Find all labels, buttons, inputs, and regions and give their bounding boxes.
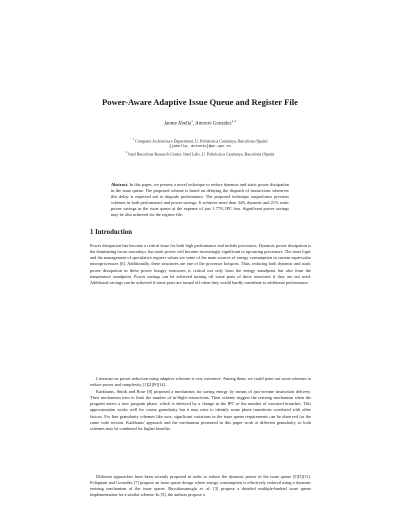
author-name: Jaume Abella — [164, 121, 192, 127]
author-line: Jaume Abella$^1$, Antonio González$^{1,2}$ — [164, 119, 236, 127]
section-heading: 1 Introduction — [90, 229, 132, 236]
body-paragraph: Different approaches have been recently proposed in order to reduce the dynamic power of the issue queue [5][5][11]. Folegnani and González [7] propose an issue queue design where energy consumption is effectively reduced using a dynamic resizing mechanism of the issue queue. Buyuktosunoglu et. al. [3] propose a detailed multiple-banked issue queue implementation for a similar scheme. In [5], the authors propose a — [90, 474, 311, 498]
paper-title: Power-Aware Adaptive Issue Queue and Register File — [102, 97, 298, 107]
affiliation-superscript: 1 — [132, 137, 134, 141]
author-superscript: 1 — [191, 119, 193, 123]
email-text: {jabella, antonio}@ac.upc.es — [169, 144, 231, 149]
author-superscript: 1,2 — [231, 119, 236, 123]
affiliation-text: Computer Architecture Department, U. Politècnica Catalunya, Barcelona (Spain) — [134, 138, 268, 144]
abstract-label: Abstract. — [111, 182, 129, 187]
body-paragraph: Power dissipation has become a critical issue for both high performance and mobile processors. Dynamic power dissipation is the dominating factor nowadays, but static power will become increasingly significant in upcoming processors. The issue logic and the management of speculative register values are some of the main sources of energy consumption in current superscalar microprocessors [6]. Additionally, these structures are one of the processor hotspots. Thus, reducing both dynamic and static power dissipation in these power hungry structures is critical not only from the energy standpoint but also from the temperature standpoint. Power savings can be achieved turning off some parts of these structures if they are not used. Additional savings can be achieved if some ports are turned off when they would hardly contribute to additional performance. — [90, 243, 311, 285]
body-paragraph: Literature on power reduction using adaptive schemes is very extensive. Among them, we could point out some schemes to reduce power and complexity [1][2][9][14]. — [90, 376, 311, 388]
affiliation-superscript: 2 — [125, 149, 128, 154]
affiliation-text: Intel Barcelona Research Center, Intel Labs, U. Politècnica Catalunya, Barcelona (Spain) — [128, 150, 275, 156]
affiliation-2 — [60, 150, 340, 156]
abstract-text: In this paper, we present a novel technique to reduce dynamic and static power dissipation in the issue queue. The proposed scheme is based on delaying the dispatch of instructions whenever this delay is expected not to degrade performance. The proposed technique outperforms previous schemes in both performance and power savings. It achieves more than 34% dynamic and 21% static power savings in the issue queue at the expense of just 1.77% IPC loss. Significant power savings may be also achieved for the register file. — [111, 182, 289, 218]
author-name: Antonio González — [195, 121, 232, 127]
affiliation-email — [60, 143, 340, 150]
abstract — [111, 182, 289, 218]
body-paragraph: Karkhanis, Smith and Bose [8] proposed a mechanism for saving energy by means of just-in-time instruction delivery. Their mechanism tries to limit the number of in-flight instructions. Their scheme triggers the resizing mechanism when the program enters a new program phase, which is detected by a change in the IPC or the number of executed branches. This approximation works well for coarse granularity but it may miss to identify some phase transitions correlated with other factors. For fine granularity schemes like ours, significant variations in the issue queue requirements can be observed for the same code section. Karkhanis' approach and the mechanism presented in this paper work at different granularity so both schemes may be combined for higher benefits. — [90, 389, 311, 431]
